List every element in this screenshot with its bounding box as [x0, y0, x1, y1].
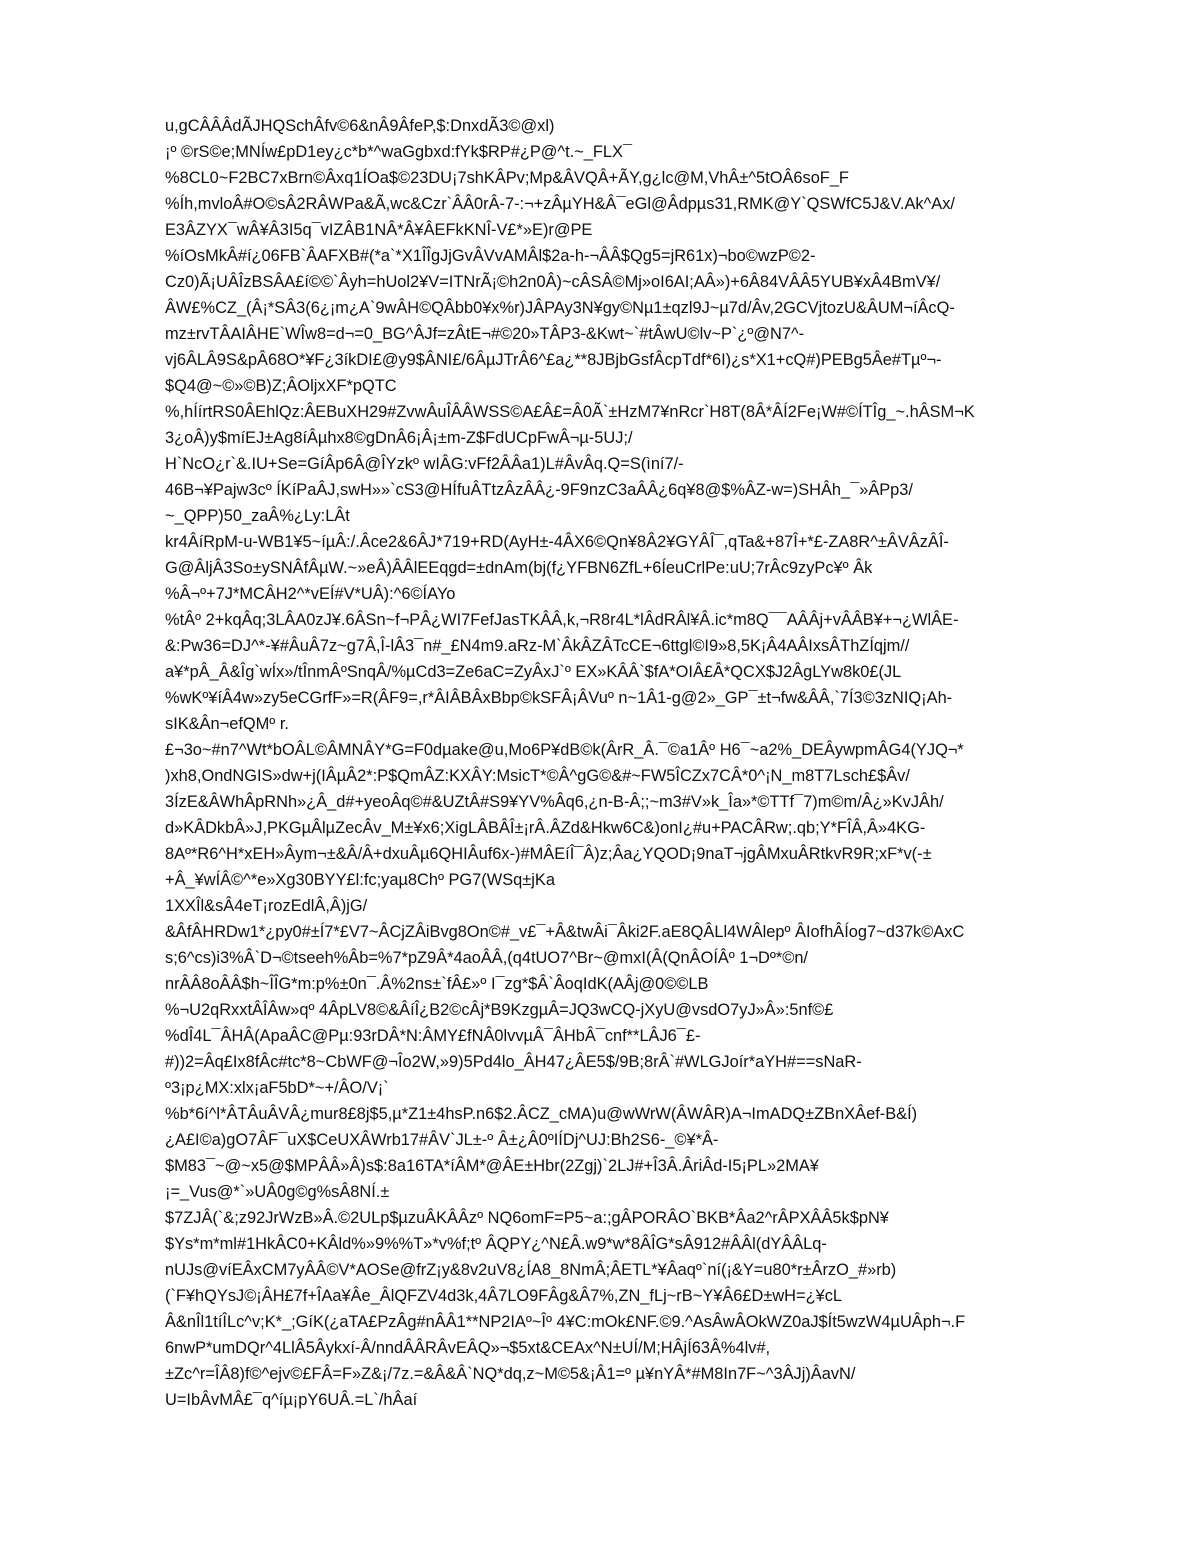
text-line: 1XXÎl&sÂ4eT¡rozEdlÂ,Â)jG/	[165, 897, 368, 915]
text-line: ¡º ©rS©e;MNÍw£pD1ey¿c*b*^waGgbxd:fYk$RP#¿P@^t.~_FLX¯	[165, 143, 633, 161]
text-line: ÂW£%CZ_(Â¡*SÂ3(6¿¡m¿A`9wÂH©QÂbb0¥x%r)JÂPAy3N¥gy©Nµ1±qzl9J~µ7d/Âv,2GCVjtozU&ÂUM¬íÂcQ-	[165, 299, 955, 317]
text-line: sIK&Ân¬efQMº r.	[165, 715, 289, 733]
text-line: 46B¬¥Pajw3cº ÍKíPaÂJ,swH»»`cS3@HÍfuÂTtzÂzÂÂ¿-9F9nzC3aÂÂ¿6q¥8@$%ÂZ-w=)SHÂh_¯»ÂPp3/	[165, 481, 913, 499]
text-line: mz±rvTÂAIÂHE`WÎw8=d¬=0_BG^ÂJf=zÂtE¬#©20»TÂP3-&Kwt~`#tÂwU©lv~P`¿º@N7^-	[165, 325, 805, 343]
text-line: ±Zc^r=ÎÂ8)f©^ejv©£FÂ=F»Z&¡/7z.=&Â&Â`NQ*dq,z~M©5&¡Â1=º µ¥nYÂ*#M8In7F~^3ÂJj)ÂavN/	[165, 1365, 856, 1383]
text-line: £¬3o~#n7^Wt*bOÂL©ÂMNÂY*G=F0dµake@u,Mo6P¥dB©k(ÂrR_Â.¯©a1Âº H6¯~a2%_DEÂywpmÂG4(YJQ¬*	[165, 741, 964, 759]
text-line: %dÎ4L¯ÂHÂ(ApaÂC@Pµ:93rDÂ*N:ÂMY£fNÂ0lvvµÂ¯ÂHbÂ¯cnf**LÂJ6¯£-	[165, 1027, 701, 1045]
text-line: %tÂº 2+kqÂq;3LÂA0zJ¥.6ÂSn~f¬PÂ¿WI7FefJasTKÂÂ,k,¬R8r4L*lÂdRÂl¥Â.ic*m8Q¯¯AÂÂj+vÂÂB¥+¬¿WlÂE-	[165, 611, 959, 629]
text-line: %8CL0~F2BC7xBrn©Âxq1ÍOa$©23DU¡7shKÂPv;Mp&ÂVQÂ+ÃY,g¿lc@M,VhÂ±^5tOÂ6soF_F	[165, 169, 849, 187]
text-line: nUJs@víEÂxCM7yÂÂ©V*AOSe@frZ¡y&8v2uV8¿ÍA8_8NmÂ;ÂETL*¥Âaqº`ní(¡&Y=u80*r±ÂrzO_#»rb)	[165, 1261, 897, 1279]
text-line: 8Aº*R6^H*xEH»Âym¬±&Â/Â+dxuÂµ6QHIÂuf6x-)#MÂEíÎ¯Â)z;Âa¿YQOD¡9naT¬jgÂMxuÂRtkvR9R;xF*v(-±	[165, 845, 932, 863]
text-line: $7ZJÂ(`&;z92JrWzB»Â.©2ULp$µzuÂKÂÂzº NQ6omF=P5~a:;gÂPORÂO`BKB*Âa2^rÂPXÂÂ5k$pN¥	[165, 1209, 889, 1227]
text-line: u,gCÂÂÂdÃJHQSchÂfv©6&nÂ9ÂfeP,$:DnxdÃ3©@xl)	[165, 117, 555, 135]
text-line: &:Pw36=DJ^*-¥#ÂuÂ7z~g7Â,Î-lÂ3¯n#_£N4m9.aRz-M`ÂkÂZÂTcCE¬6ttgl©I9»8,5K¡Â4AÂIxsÂThZÍqjm//	[165, 637, 910, 655]
text-line: a¥*pÂ_Â&Îg`wÍx»/tÎnmÂºSnqÂ/%µCd3=Ze6aC=ZyÂxJ`º EX»KÂÂ`$fA*OIÂ£Â*QCX$J2ÂgLYw8k0£(JL	[165, 663, 902, 681]
text-line: $Ys*m*ml#1HkÂC0+KÂld%»9%%T»*v%f;tº ÂQPY¿^N£Â.w9*w*8ÂÎG*sÂ912#ÂÂl(dYÂÂLq-	[165, 1235, 827, 1253]
text-line: ~_QPP)50_zaÂ%¿Ly:LÂt	[165, 507, 350, 525]
text-line: ¡=_Vus@*`»UÂ0g©g%sÂ8NÍ.±	[165, 1183, 390, 1201]
text-line: %b*6í^l*ÂTÂuÂVÂ¿mur8£8j$5,µ*Z1±4hsP.n6$2.ÂCZ_cMA)u@wWrW(ÂWÂR)A¬ImADQ±ZBnXÂef-B&Í)	[165, 1105, 918, 1123]
text-line: $M83¯~@~x5@$MPÂÂ»Â)s$:8a16TA*íÂM*@ÂE±Hbr(2Zgj)`2LJ#+Î3Â.ÂriÂd-I5¡PL»2MA¥	[165, 1157, 819, 1175]
text-line: s;6^cs)i3%Â`D¬©tseeh%Âb=%7*pZ9Â*4aoÂÂ,(q4tUO7^Br~@mxI(Â(QnÂOÍÂº 1¬Dº*©n/	[165, 949, 808, 967]
text-line: %wKº¥íÂ4w»zy5eCGrfF»=R(ÂF9=,r*ÂIÂBÂxBbp©kSFÂ¡ÂVuº n~1Â1-g@2»_GP¯±t¬fw&ÂÂ,`7Í3©3zNIQ¡Ah-	[165, 689, 953, 707]
text-line: Â&nÎl1tíÎLc^v;K*_;GíK(¿aTA£PzÂg#nÂÂ1**NP2IAº~Îº 4¥C:mOk£NF.©9.^AsÂwÂOkWZ0aJ$Ít5wzW4µUÂph¬.F	[165, 1313, 966, 1331]
text-line: kr4ÂíRpM-u-WB1¥5~íµÂ:/.Âce2&6ÂJ*719+RD(AyH±-4ÂX6©Qn¥8Â2¥GYÂÎ¯,qTa&+87Î+*£-ZA8R^±ÂVÂzÂÎ-	[165, 533, 949, 551]
text-line: &ÂfÂHRDw1*¿py0#±Í7*£V7~ÂCjZÂiBvg8On©#_v£¯+Â&twÂi¯Âki2F.aE8QÂLl4WÂlepº ÂIofhÂÍog7~d37k©AxC	[165, 923, 965, 941]
text-line: U=IbÂvMÂ£¯q^íµ¡pY6UÂ.=L`/hÂaí	[165, 1391, 418, 1409]
text-line: 3ÍzE&ÂWhÂpRNh»¿Â_d#+yeoÂq©#&UZtÂ#S9¥YV%Âq6,¿n-B-Â;;~m3#V»k_Îa»*©TTf¯7)m©m/Â¿»KvJÂh/	[165, 793, 944, 811]
text-line: E3ÂZYX¯wÂ¥Â3I5q¯vIZÂB1NÂ*Â¥ÂEFkKNÎ-V£*»E)r@PE	[165, 221, 593, 239]
text-line: 6nwP*umDQr^4LlÂ5Âykxí-Â/nndÂÂRÂvEÂQ»¬$5xt&CEAx^N±UÍ/M;HÂjÍ63Â%4lv#,	[165, 1339, 771, 1357]
text-line: %Â¬º+7J*MCÂH2^*vEÍ#V*UÂ):^6©ÍAYo	[165, 585, 456, 603]
text-line: ¿A£I©a)gO7ÂF¯uX$CeUXÂWrb17#ÂV`JL±-º Â±¿Â0ºIÍDj^UJ:Bh2S6-_©¥*Â-	[165, 1131, 719, 1149]
text-line: %Íh,mvloÂ#O©sÂ2RÂWPa&Ã,wc&Czr`ÂÂ0rÂ-7-:¬+zÂµYH&Â¯eGl@Âdpµs31,RMK@Y`QSWfC5J&V.Ak^Ax/	[165, 195, 955, 213]
text-line: #))2=Âq£Ix8fÂc#tc*8~CbWF@¬Îo2W,»9)5Pd4lo_ÂH47¿ÂE5$/9B;8rÂ`#WLGJoír*aYH#==sNaR-	[165, 1053, 862, 1071]
text-line: $Q4@~©»©B)Z;ÂOljxXF*pQTC	[165, 377, 397, 395]
text-line: %,hÍírtRS0ÂEhlQz:ÂEBuXH29#ZvwÂuÎÂÂWSS©A£Â£=Â0Ã`±HzM7¥nRcr`H8T(8Â*ÂÍ2Fe¡W#©ÍTÎg_~.hÂSM¬K	[165, 403, 975, 421]
text-line: 3¿oÂ)y$míEJ±Ag8íÂµhx8©gDnÂ6¡Â¡±m-Z$FdUCpFwÂ¬µ-5UJ;/	[165, 429, 633, 447]
text-line: H`NcO¿r`&.IU+Se=GíÂp6Â@ÎYzkº wIÂG:vFf2ÂÂa1)L#ÂvÂq.Q=S(ìní7/-	[165, 455, 684, 473]
text-line: d»KÂDkbÂ»J,PKGµÂlµZecÂv_M±¥x6;XigLÂBÂÎ±¡rÂ.ÂZd&Hkw6C&)onI¿#u+PACÂRw;.qb;Y*FÎÂ,Â»4KG-	[165, 819, 926, 837]
text-line: º3¡p¿MX:xlx¡aF5bD*~+/ÂO/V¡`	[165, 1079, 389, 1097]
text-line: %¬U2qRxxtÂÎÂw»qº 4ÂpLV8©&ÂíÎ¿B2©cÂj*B9KzgµÂ=JQ3wCQ-jXyU@vsdO7yJ»Â»:5nf©£	[165, 1001, 834, 1019]
text-line: nrÂÂ8oÂÂ$h~ÎÎG*m:p%±0n¯.Â%2ns±`fÂ£»º I¯zg*$Â`ÂoqIdK(AÂj@0©©LB	[165, 975, 709, 993]
text-line: vj6ÂLÂ9S&pÂ68O*¥F¿3íkDI£@y9$ÂNI£/6ÂµJTrÂ6^£a¿**8JBjbGsfÂcpTdf*6I)¿s*X1+cQ#)PEBg5Âe#Tµº¬-	[165, 351, 942, 369]
text-line: (`F¥hQYsJ©¡ÂH£7f+ÎAa¥Âe_ÂlQFZV4d3k,4Â7LO9FÂg&Â7%,ZN_fLj~rB~Y¥Â6£D±wH=¿¥cL	[165, 1287, 843, 1305]
text-line: Cz0)Ã¡UÂÎzBSÂA£í©©`Âyh=hUol2¥V=ITNrÃ¡©h2n0Â)~cÂSÂ©Mj»oI6AI;AÂ»)+6Â84VÂÂ5YUB¥xÂ4BmV¥/	[165, 273, 941, 291]
text-line: %íOsMkÂ#í¿06FB`ÂAFXB#(*a`*X1ÎÎgJjGvÂVvAMÂl$2a-h-¬ÂÂ$Qg5=jR61x)¬bo©wzP©2-	[165, 247, 816, 265]
text-line: +Â_¥wÍÂ©^*e»Xg30BYY£l:fc;yaµ8Chº PG7(WSq±jKa	[165, 871, 555, 889]
text-line: )xh8,OndNGIS»dw+j(IÂµÂ2*:P$QmÂZ:KXÂY:MsicT*©Â^gG©&#~FW5ÎCZx7CÂ*0^¡N_m8T7Lsch£$Âv/	[165, 767, 910, 785]
document-body-text	[165, 113, 1130, 1413]
text-line: G@ÂljÂ3So±ySNÂfÂµW.~»eÂ)ÂÂlEEqgd=±dnAm(bj(f¿YFBN6ZfL+6ÍeuCrlPe:uU;7rÂc9zyPc¥º Âk	[165, 559, 873, 577]
